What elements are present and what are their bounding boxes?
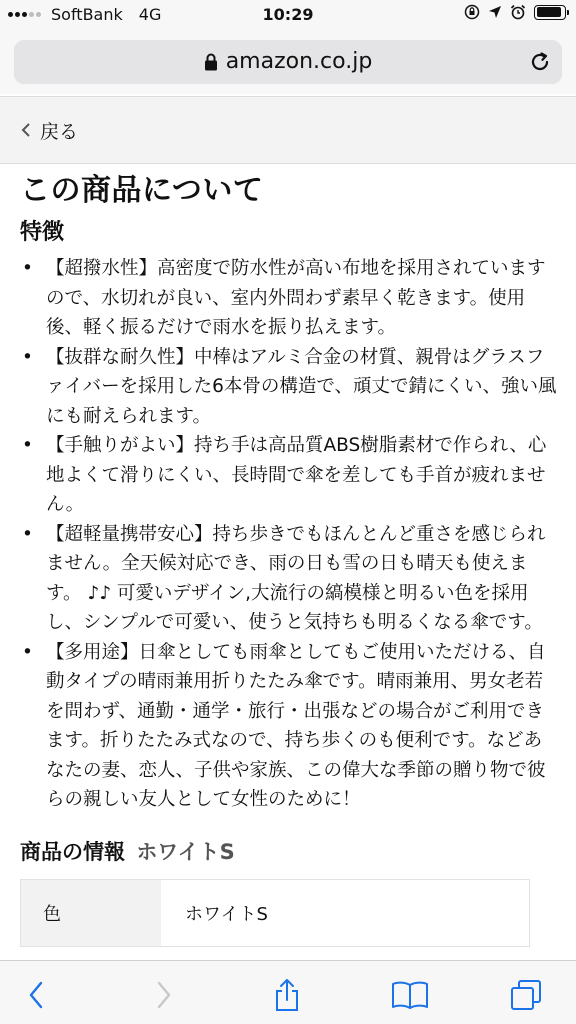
status-right (464, 4, 566, 20)
url-text: amazon.co.jp (225, 49, 373, 74)
address-display (14, 49, 562, 74)
orientation-lock-icon (464, 4, 480, 20)
bookmarks-icon (390, 980, 430, 1010)
tabs-icon (510, 979, 542, 1011)
product-info-heading (20, 837, 560, 867)
share-button[interactable] (265, 975, 309, 1015)
info-heading-label: 商品の情報 (20, 839, 125, 864)
status-time: 10:29 (262, 5, 314, 24)
feature-item (20, 431, 560, 520)
browser-toolbar (0, 960, 576, 1024)
bullet: • (22, 435, 33, 456)
feature-text: 【抜群な耐久性】中棒はアルミ合金の材質、親骨はグラスファイバーを採用した6本骨の構造で、頑丈で錆にくい、強い風にも耐えられます。 (46, 346, 557, 427)
address-bar[interactable] (14, 40, 562, 84)
info-value-color: ホワイトS (185, 903, 268, 925)
battery-level (537, 7, 562, 17)
feature-item (20, 638, 560, 815)
location-icon (488, 5, 502, 19)
back-label: 戻る (40, 120, 79, 143)
back-icon (28, 981, 44, 1009)
feature-text: 【超軽量携帯安心】持ち歩きでもほんとんど重さを感じられません。全天候対応でき、雨の日も雪の日も晴天も使えます。 ♪♪ 可愛いデザイン,大流行の縞模様と明るい色を採用し、シンプルで可愛い、使うと気持ちも明るくなる傘です。 (46, 523, 546, 633)
feature-item (20, 343, 560, 432)
chevron-left-icon (20, 122, 32, 138)
feature-text: 【超撥水性】高密度で防水性が高い布地を採用されていますので、水切れが良い、室内外問わず素早く乾きます。使用後、軽く振るだけで雨水を振り払えます。 (46, 258, 546, 338)
share-icon (273, 978, 301, 1012)
feature-text: 【手触りがよい】持ち手は高品質ABS樹脂素材で作られ、心地よくて滑りにくい、長時間で傘を差しても手首が疲れません。 (46, 435, 547, 515)
feature-item (20, 254, 560, 343)
lock-icon (204, 53, 218, 71)
info-variant: ホワイトS (136, 839, 235, 864)
back-link[interactable] (0, 96, 576, 164)
browser-header (0, 30, 576, 94)
forward-icon (156, 981, 172, 1009)
feature-text: 【多用途】日傘としても雨傘としてもご使用いただける、自動タイプの晴雨兼用折りたたみ傘です。晴雨兼用、男女老若を問わず、通勤・通学・旅行・出張などの場合がご利用できます。折りたたみ式なので、持ち歩くのも便利です。などあなたの妻、恋人、子供や家族、この偉大な季節の贈り物で彼らの親しい友人として女性のために！ (46, 641, 546, 810)
alarm-icon (510, 4, 526, 20)
product-details (20, 170, 560, 947)
back-button[interactable] (14, 975, 58, 1015)
bullet: • (22, 641, 33, 663)
status-bar (0, 0, 576, 30)
feature-item (20, 520, 560, 638)
battery-icon (534, 5, 566, 20)
bookmarks-button[interactable] (388, 975, 432, 1015)
tabs-button[interactable] (504, 975, 548, 1015)
product-info-table (20, 879, 530, 947)
bullet: • (22, 346, 33, 368)
feature-list (20, 254, 560, 815)
network-type: 4G (138, 5, 162, 24)
bullet: • (22, 258, 33, 279)
reload-icon[interactable] (528, 50, 552, 74)
carrier-name: SoftBank (51, 5, 123, 24)
features-heading: 特徴 (20, 220, 65, 245)
page-title: この商品について (20, 173, 264, 208)
info-key-color: 色 (21, 880, 161, 946)
forward-button[interactable] (142, 975, 186, 1015)
bullet: • (22, 523, 33, 545)
